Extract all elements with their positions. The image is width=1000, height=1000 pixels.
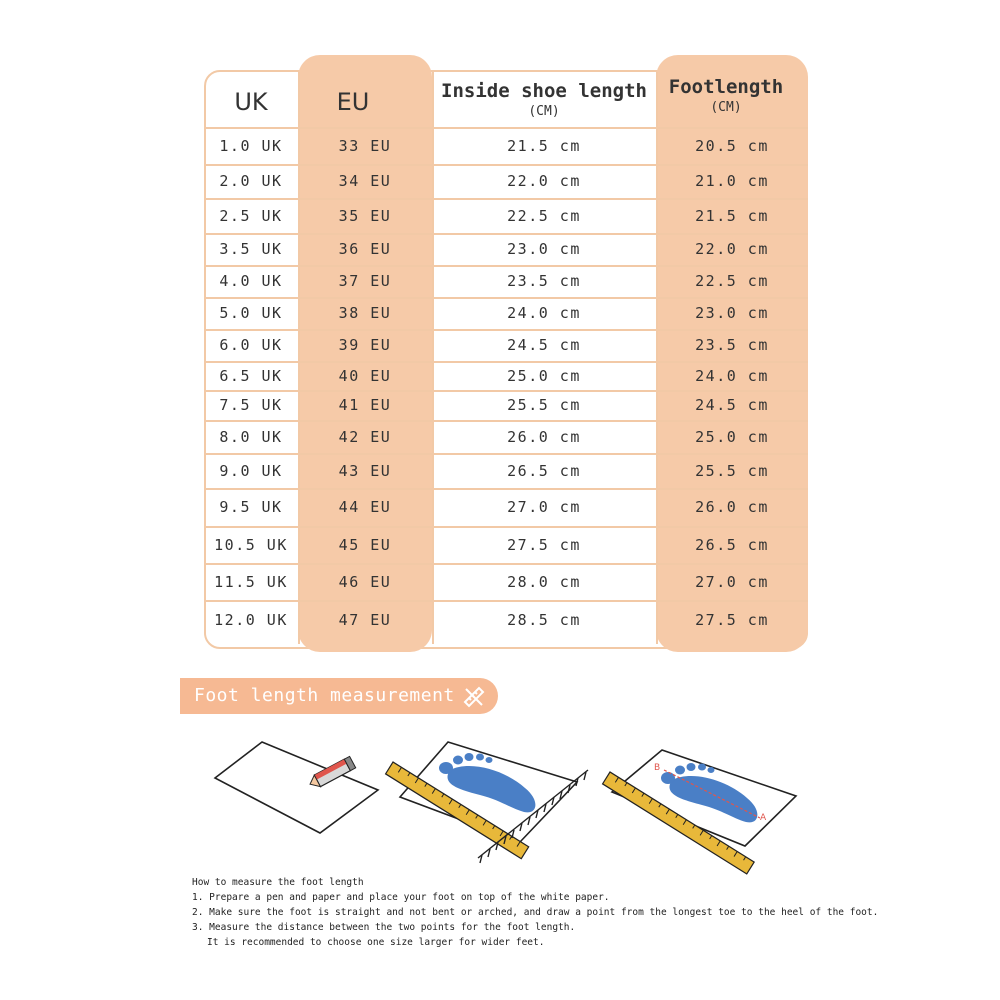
cell-uk: 7.5 UK	[219, 396, 283, 414]
cell-inside: 25.0 cm	[507, 366, 581, 385]
cell-foot: 25.5 cm	[695, 461, 769, 480]
cell-inside: 27.0 cm	[507, 498, 581, 516]
cell-eu: 46 EU	[338, 572, 392, 591]
instructions-note: It is recommended to choose one size larger for wider feet.	[207, 937, 545, 948]
instructions-step-3: 3. Measure the distance between the two points for the foot length.	[192, 922, 576, 933]
cell-eu: 39 EU	[338, 336, 392, 354]
cell-foot: 24.0 cm	[695, 366, 769, 385]
cell-eu: 40 EU	[338, 366, 392, 385]
cell-uk: 5.0 UK	[219, 304, 283, 322]
cell-inside: 23.0 cm	[507, 240, 581, 258]
cell-uk: 2.0 UK	[219, 172, 283, 190]
instructions-step-1: 1. Prepare a pen and paper and place your foot on top of the white paper.	[192, 892, 610, 903]
header-inside-title: Inside shoe length	[441, 80, 647, 102]
cell-eu: 37 EU	[338, 272, 392, 290]
cell-uk: 10.5 UK	[214, 535, 288, 554]
cell-eu: 33 EU	[338, 137, 392, 155]
cell-foot: 21.0 cm	[695, 172, 769, 190]
cell-inside: 21.5 cm	[507, 137, 581, 155]
header-foot-unit: (CM)	[710, 100, 742, 115]
cell-foot: 26.5 cm	[695, 535, 769, 554]
cell-eu: 44 EU	[338, 498, 392, 516]
header-eu: EU	[336, 88, 370, 116]
cell-uk: 1.0 UK	[219, 137, 283, 155]
cell-uk: 9.5 UK	[219, 498, 283, 516]
cell-eu: 36 EU	[338, 240, 392, 258]
cell-inside: 28.5 cm	[507, 611, 581, 629]
point-a-label: A	[760, 813, 767, 823]
cell-inside: 24.5 cm	[507, 336, 581, 354]
cell-inside: 28.0 cm	[507, 572, 581, 591]
paper-and-pen-panel	[215, 742, 378, 833]
cell-eu: 45 EU	[338, 535, 392, 554]
cell-inside: 27.5 cm	[507, 535, 581, 554]
header-foot-title: Footlength	[668, 76, 784, 98]
cell-uk: 9.0 UK	[219, 461, 283, 480]
cell-foot: 23.5 cm	[695, 336, 769, 354]
cell-inside: 26.0 cm	[507, 427, 581, 446]
cell-inside: 23.5 cm	[507, 272, 581, 290]
cell-foot: 27.0 cm	[695, 572, 769, 591]
cell-uk: 2.5 UK	[219, 206, 283, 225]
instructions-title: How to measure the foot length	[192, 877, 364, 888]
cell-inside: 25.5 cm	[507, 396, 581, 414]
cell-uk: 12.0 UK	[214, 611, 288, 629]
cell-inside: 22.5 cm	[507, 206, 581, 225]
instructions	[192, 875, 879, 950]
cell-foot: 22.5 cm	[695, 272, 769, 290]
cell-uk: 3.5 UK	[219, 240, 283, 258]
cell-eu: 41 EU	[338, 396, 392, 414]
measure-points-panel	[603, 750, 796, 874]
cell-foot: 22.0 cm	[695, 240, 769, 258]
cell-foot: 26.0 cm	[695, 498, 769, 516]
cell-inside: 24.0 cm	[507, 304, 581, 322]
cell-eu: 47 EU	[338, 611, 392, 629]
cell-uk: 6.0 UK	[219, 336, 283, 354]
foot-on-paper-panel	[386, 742, 588, 863]
cell-uk: 8.0 UK	[219, 427, 283, 446]
banner-label: Foot length measurement	[194, 685, 455, 706]
cell-foot: 27.5 cm	[695, 611, 769, 629]
cell-uk: 11.5 UK	[214, 572, 288, 591]
cell-eu: 34 EU	[338, 172, 392, 190]
cell-eu: 42 EU	[338, 427, 392, 446]
cell-foot: 20.5 cm	[695, 137, 769, 155]
cell-eu: 43 EU	[338, 461, 392, 480]
cell-inside: 26.5 cm	[507, 461, 581, 480]
cell-eu: 35 EU	[338, 206, 392, 225]
cell-inside: 22.0 cm	[507, 172, 581, 190]
cell-foot: 24.5 cm	[695, 396, 769, 414]
paper-sheet	[215, 742, 378, 833]
cell-uk: 6.5 UK	[219, 366, 283, 385]
point-b-label: B	[654, 763, 661, 773]
cell-foot: 23.0 cm	[695, 304, 769, 322]
header-inside-unit: (CM)	[528, 104, 560, 119]
cell-eu: 38 EU	[338, 304, 392, 322]
instructions-step-2: 2. Make sure the foot is straight and not bent or arched, and draw a point from the longest toe to the heel of the foot.	[192, 907, 879, 918]
header-uk: UK	[234, 88, 268, 116]
cell-uk: 4.0 UK	[219, 272, 283, 290]
cell-foot: 25.0 cm	[695, 427, 769, 446]
cell-foot: 21.5 cm	[695, 206, 769, 225]
